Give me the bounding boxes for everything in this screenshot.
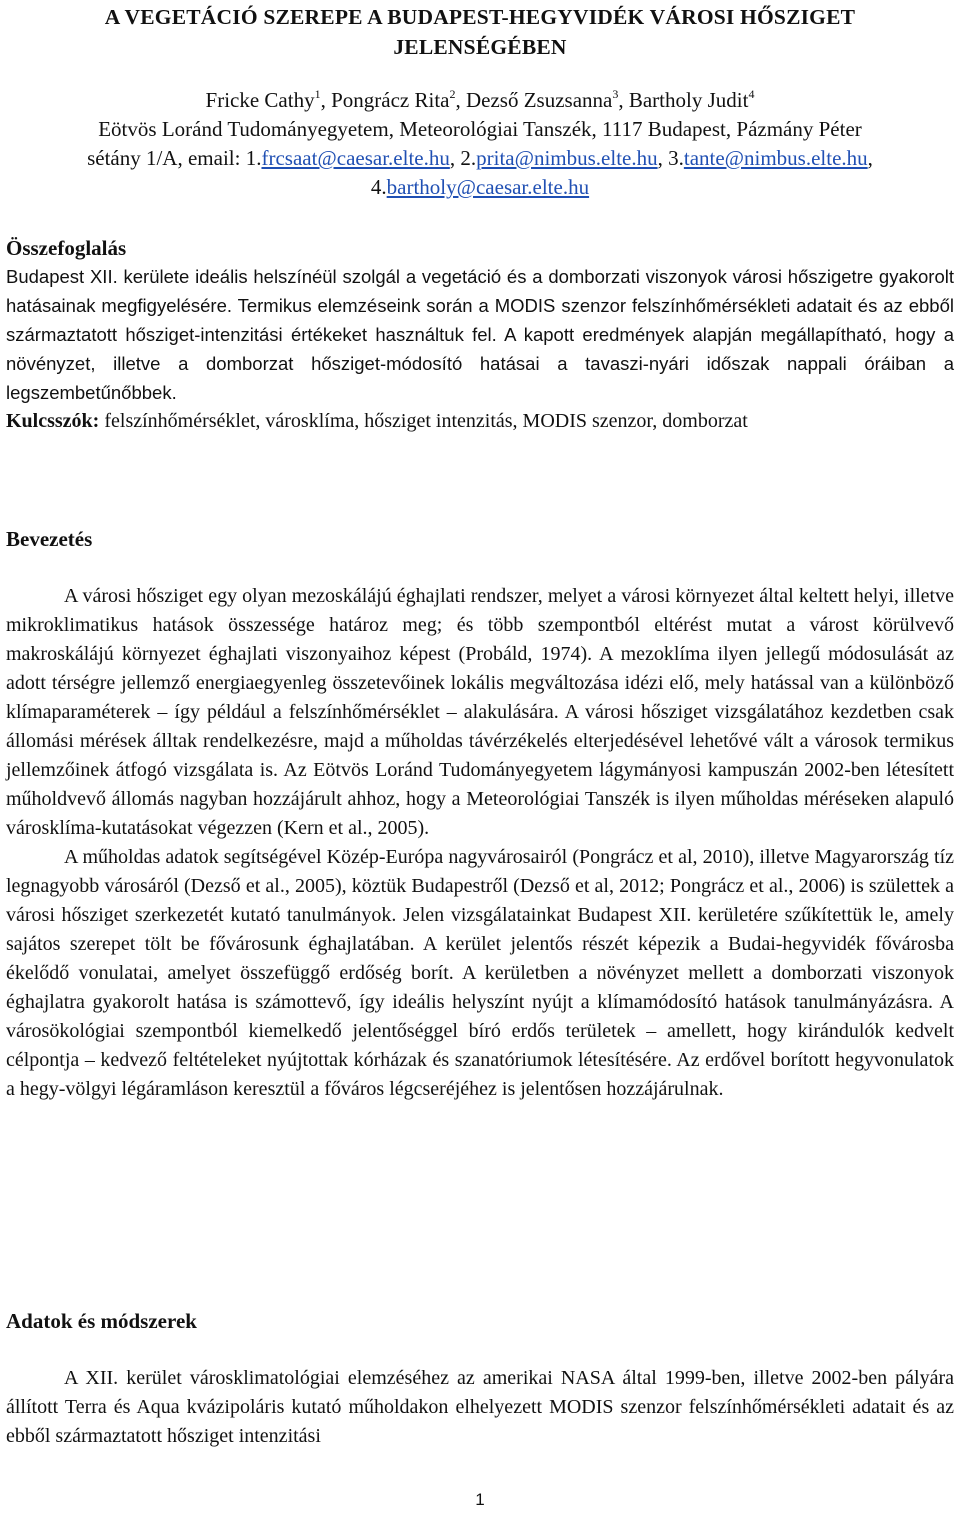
methods-paragraph-1: A XII. kerület városklimatológiai elemzéséhez az amerikai NASA által 1999-ben, illetve 2002-ben pályára állított Terra és Aqua kvázipoláris kutató műholdakon elhelyezett MODIS szenzor felszínhőmérsékleti adatait és az ebből származtatott hősziget intenzitási bbox=[6, 1367, 954, 1447]
author-block bbox=[0, 86, 960, 202]
title-line-2: JELENSÉGÉBEN bbox=[393, 35, 567, 59]
methods-section bbox=[6, 1307, 954, 1335]
abstract-heading: Összefoglalás bbox=[6, 236, 127, 260]
methods-body bbox=[6, 1364, 954, 1451]
title-line-1: A VEGETÁCIÓ SZEREPE A BUDAPEST-HEGYVIDÉK VÁROSI HŐSZIGET bbox=[104, 5, 856, 29]
methods-heading: Adatok és módszerek bbox=[6, 1309, 197, 1333]
email-link-3[interactable]: tante@nimbus.elte.hu bbox=[683, 146, 868, 170]
keywords-line bbox=[6, 407, 954, 436]
intro-paragraph-1: A városi hősziget egy olyan mezoskálájú éghajlati rendszer, melyet a városi környezet által keltett helyi, illetve mikroklimatikus hatások összessége határoz meg; és több szempontból eltérést mutat a várost körülvevő makroskálájú környezet éghajlati viszonyaihoz képest (Probáld, 1974). A mezoklíma ilyen jellegű módosulását az adott térségre jellemző energiaegyenleg összetevőinek lokális megváltozása idézi elő, mely hatással van a különböző klímaparaméterek – így például a felszínhőmérséklet – alakulására. A városi hősziget vizsgálatához kezdetben csak állomási mérések álltak rendelkezésre, majd a műholdas távérzékelés elterjedésével lehetővé vált a városok termikus jellemzőinek átfogó vizsgálata is. Az Eötvös Loránd Tudományegyetem lágymányosi kampuszán 2002-ben létesített műholdvevő állomás nagyban hozzájárult ahhoz, hogy a Meteorológiai Tanszék is ilyen műholdas méréseken alapuló városklíma-kutatásokat végezzen (Kern et al., 2005). bbox=[6, 585, 954, 839]
email-line: sétány 1/A, email: 1.frcsaat@caesar.elte.hu, 2.prita@nimbus.elte.hu, 3.tante@nimbus.elte.hu, bbox=[87, 146, 873, 170]
intro-section bbox=[6, 525, 954, 553]
abstract-text: Budapest XII. kerülete ideális helszínéül szolgál a vegetáció és a domborzati viszonyok városi hőszigetre gyakorolt hatásainak megfigyelésére. Termikus elemzéseink során a MODIS szenzor felszínhőmérsékleti adatait és az ebből származtatott hősziget-intenzitási értékeket használtuk fel. A kapott eredmények alapján megállapítható, hogy a növényzet, illetve a domborzat hősziget-módosító hatásai a tavaszi-nyári időszak nappali óráiban a legszembetűnőbbek. bbox=[6, 266, 954, 403]
author-names: Fricke Cathy$^1$, Pongrácz Rita$^2$, Dezső Zsuzsanna$^3$, Bartholy Judit$^4$ bbox=[205, 87, 755, 112]
email-link-1[interactable]: frcsaat@caesar.elte.hu bbox=[261, 146, 450, 170]
intro-body bbox=[6, 582, 954, 1104]
keywords-label: Kulcsszók: bbox=[6, 410, 100, 432]
email-link-4[interactable]: bartholy@caesar.elte.hu bbox=[386, 175, 590, 199]
affiliation: Eötvös Loránd Tudományegyetem, Meteorológiai Tanszék, 1117 Budapest, Pázmány Péter bbox=[98, 117, 862, 141]
keywords-text: felszínhőmérséklet, városklíma, hősziget intenzitás, MODIS szenzor, domborzat bbox=[99, 410, 748, 432]
email-line-2: 4.bartholy@caesar.elte.hu bbox=[370, 175, 590, 199]
abstract-section bbox=[6, 234, 954, 436]
intro-heading: Bevezetés bbox=[6, 527, 93, 551]
page-number: 1 bbox=[475, 1490, 485, 1509]
email-link-2[interactable]: prita@nimbus.elte.hu bbox=[476, 146, 658, 170]
paper-title bbox=[0, 2, 960, 62]
intro-paragraph-2: A műholdas adatok segítségével Közép-Európa nagyvárosairól (Pongrácz et al, 2010), illetve Magyarország tíz legnagyobb városáról (Dezső et al., 2005), köztük Budapestről (Dezső et al, 2012; Pongrácz et al., 2006) is születtek a városi hősziget szerkezetét kutató tanulmányok. Jelen vizsgálatainkat Budapest XII. kerületére szűkítettük le, amely sajátos szerepet tölt be fővárosunk éghajlatában. A kerület jelentős részét képezik a Budai-hegyvidék fővárosba ékelődő vonulatai, amelyet összefüggő erdőség borít. A kerületben a növényzet mellett a domborzati viszonyok éghajlatra gyakorolt hatása is számottevő, így ideális helyszínt nyújt a klímamódosító hatások tanulmányázásra. A városökológiai szempontból kiemelkedő jelentőséggel bíró erdős területek – amellett, hogy kirándulók kedvelt célpontja – kedvező feltételeket nyújtottak kórházak és szanatóriumok létesítésére. Az erdővel borított hegyvonulatok a hegy-völgyi légáramláson keresztül a főváros légcseréjéhez is jelentősen hozzájárulnak. bbox=[6, 846, 954, 1100]
